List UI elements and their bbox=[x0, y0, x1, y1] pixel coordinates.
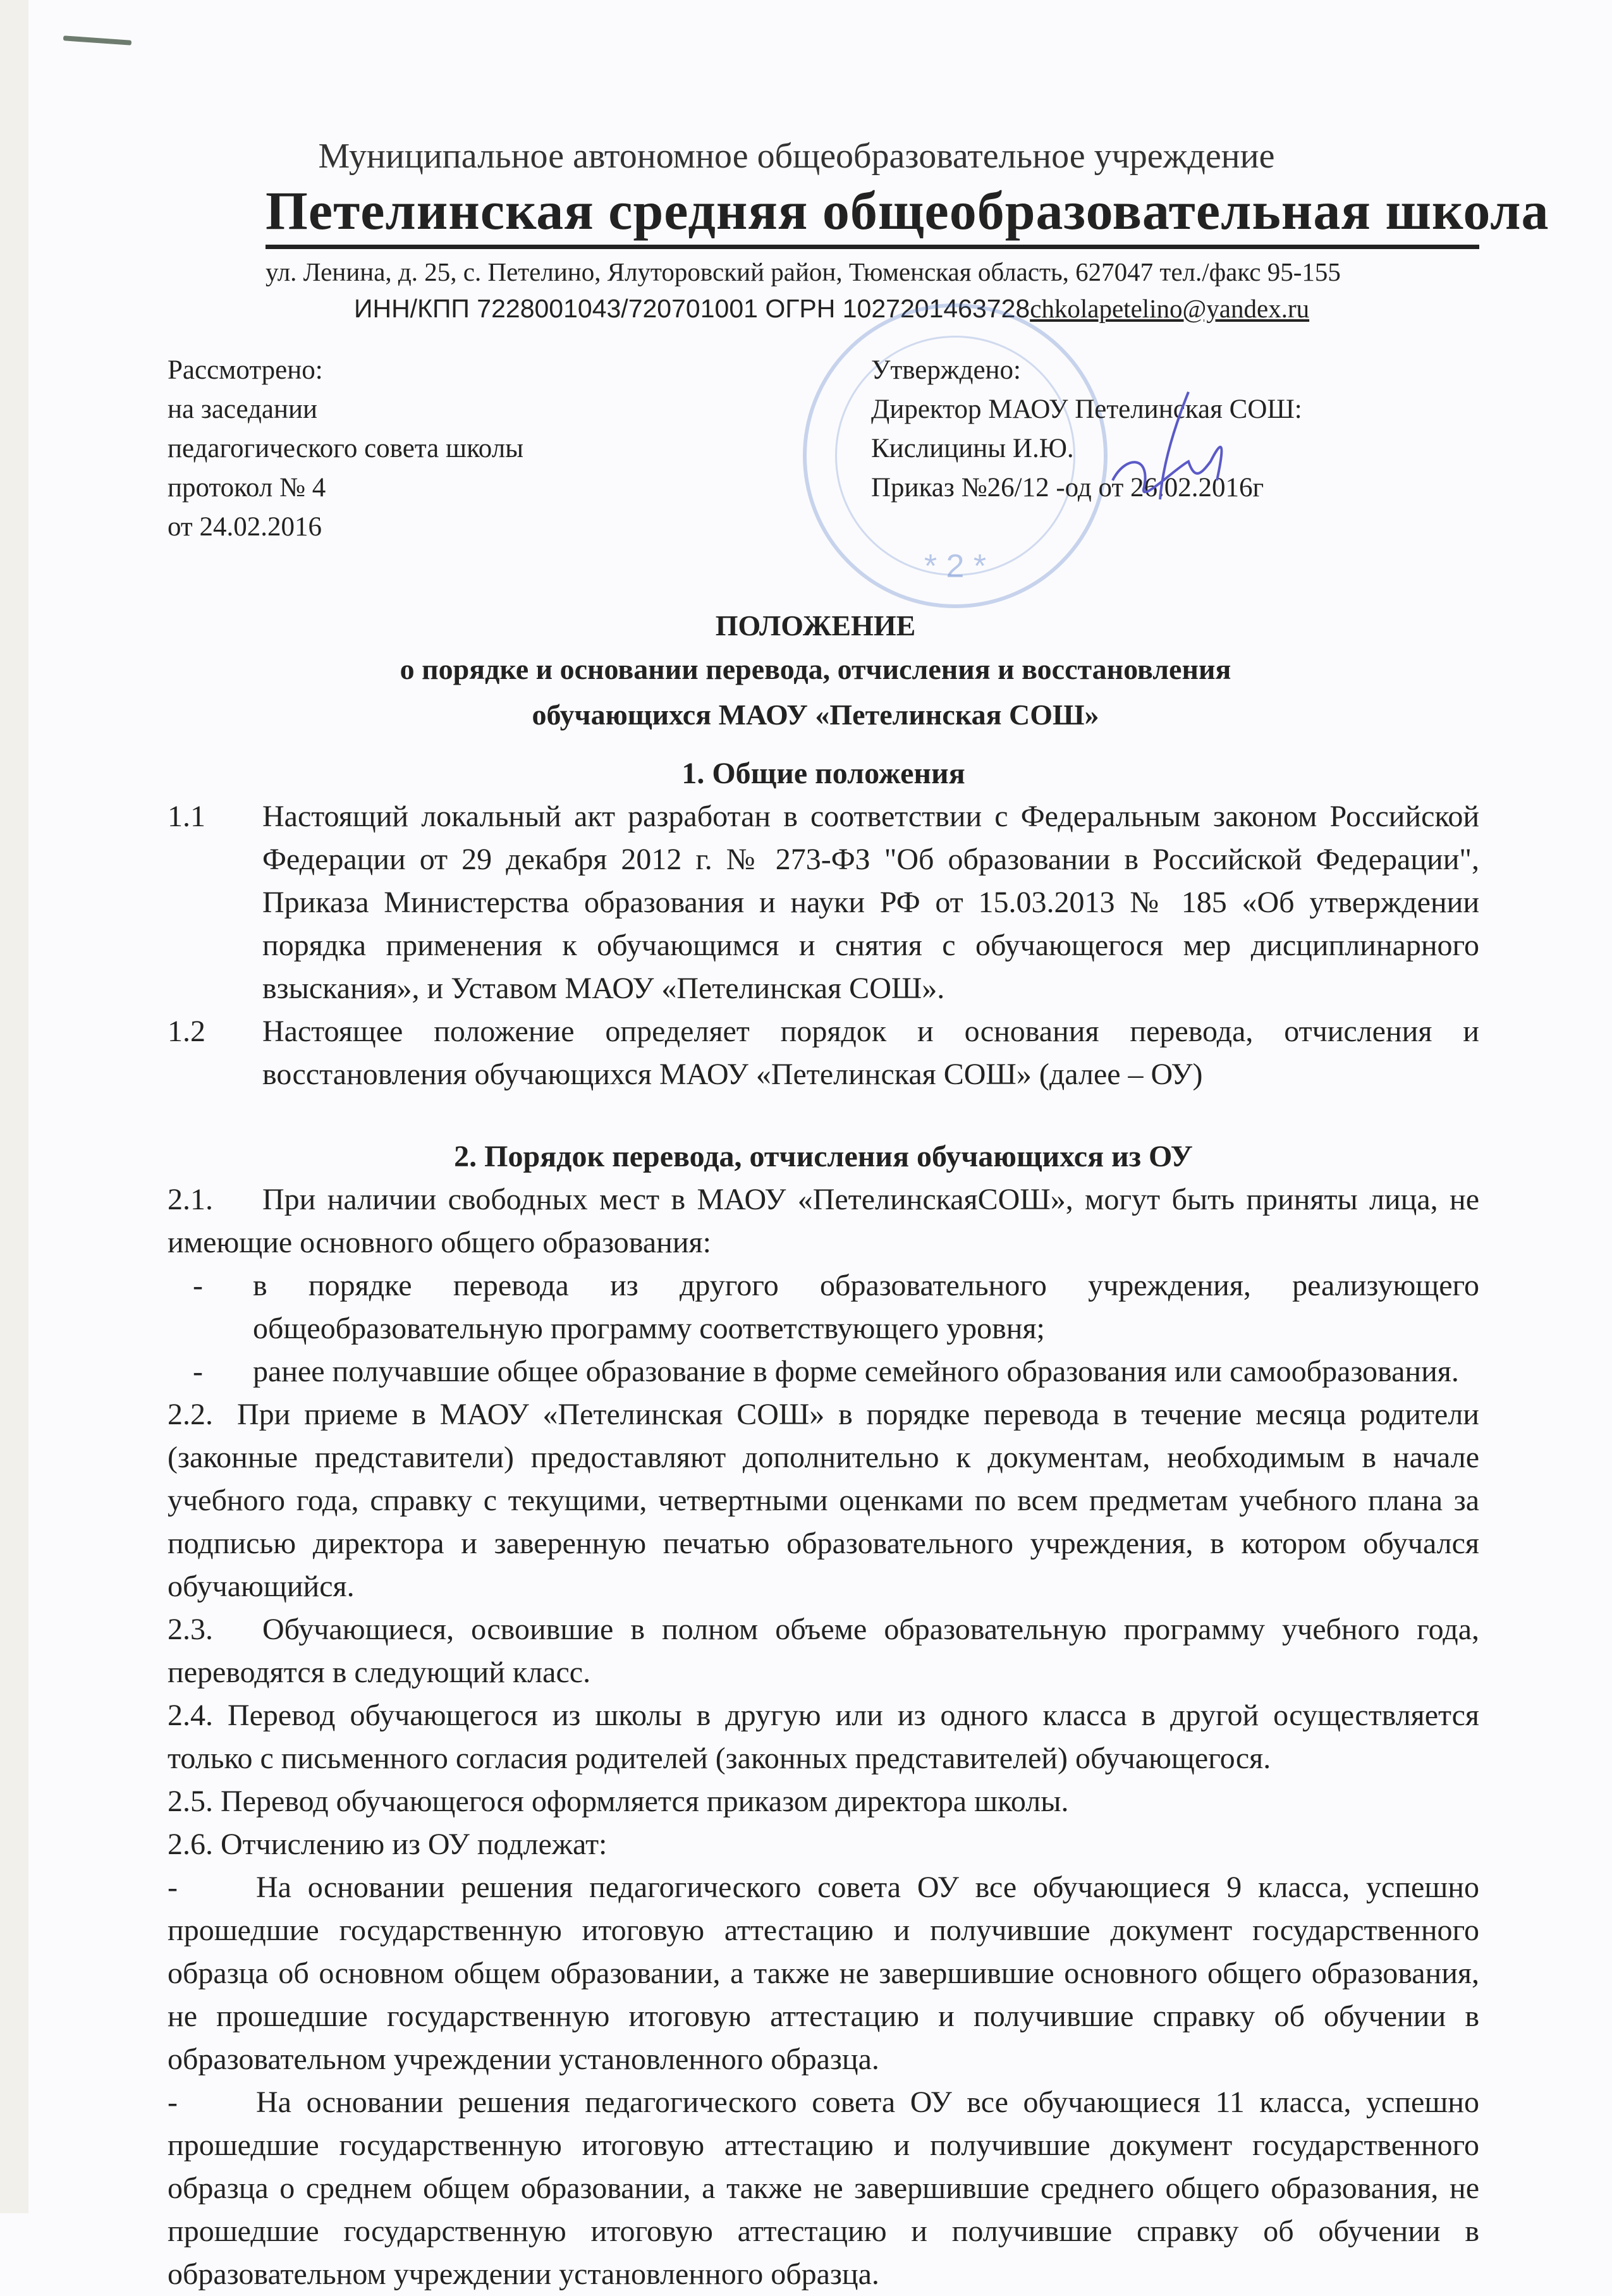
clause-number: 2.2. bbox=[168, 1398, 213, 1431]
signature-icon bbox=[1100, 386, 1245, 512]
title-subtitle-2: обучающихся МАОУ «Петелинская СОШ» bbox=[532, 699, 1099, 731]
title-subtitle-1: о порядке и основании перевода, отчисления и восстановления bbox=[400, 653, 1231, 685]
clause-2-3 bbox=[168, 1608, 1479, 1694]
list-item-text: ранее получавшие общее образование в форме семейного образования или самообразования. bbox=[253, 1355, 1459, 1388]
clause-text: При приеме в МАОУ «Петелинская СОШ» в порядке перевода в течение месяца родители (законные представители) предоставляют дополнительно к документам, необходимым в начале учебного года, справку с текущими, четвертными оценками по всем предметам учебного плана за подписью директора и заверенную печатью образовательного учреждения, в котором обучался обучающийся. bbox=[168, 1398, 1479, 1603]
list-item bbox=[168, 1866, 1479, 2081]
clause-number: 1.1 bbox=[168, 800, 205, 833]
considered-block bbox=[168, 351, 523, 547]
clause-number: 2.3. bbox=[168, 1613, 213, 1646]
org-type: Муниципальное автономное общеобразовательное учреждение bbox=[318, 137, 1275, 176]
considered-line: протокол № 4 bbox=[168, 473, 326, 503]
clause-number: 1.2 bbox=[168, 1015, 205, 1048]
considered-line: на заседании bbox=[168, 394, 318, 424]
clause-1-1 bbox=[168, 795, 1479, 1010]
dash-marker: - bbox=[193, 1355, 203, 1388]
document-body bbox=[168, 752, 1479, 2296]
approved-line: Директор МАОУ Петелинская СОШ: bbox=[871, 394, 1302, 424]
dash-marker: - bbox=[193, 1269, 203, 1302]
list-item-text: На основании решения педагогического совета ОУ все обучающиеся 9 класса, успешно прошедшие государственную итоговую аттестацию и получившие документ государственного образца об основном общем образовании, а также не завершившие основного общего образования, не прошедшие государственную итоговую аттестацию и получившие справку об обучении в образовательном учреждении установленного образца. bbox=[168, 1871, 1479, 2076]
list-item bbox=[168, 1264, 1479, 1350]
page-edge bbox=[0, 0, 28, 2213]
list-item bbox=[168, 1350, 1479, 1393]
considered-line: от 24.02.2016 bbox=[168, 512, 322, 542]
list-item-text: На основании решения педагогического совета ОУ все обучающиеся 11 класса, успешно прошедшие государственную итоговую аттестацию и получившие документ государственного образца о среднем общем образовании, а также не завершившие среднего общего образования, не прошедшие государственную итоговую аттестацию и получившие справку об обучении в образовательном учреждении установленного образца. bbox=[168, 2085, 1479, 2291]
considered-line: Рассмотрено: bbox=[168, 355, 323, 385]
title-main: ПОЛОЖЕНИЕ bbox=[715, 609, 916, 642]
considered-line: педагогического совета школы bbox=[168, 434, 524, 463]
approved-line: Утверждено: bbox=[871, 355, 1022, 385]
header-rule bbox=[266, 245, 1479, 249]
clause-2-1 bbox=[168, 1178, 1479, 1264]
document-title bbox=[152, 607, 1479, 736]
list-item bbox=[168, 2081, 1479, 2296]
section-2-heading: 2. Порядок перевода, отчисления обучающихся из ОУ bbox=[454, 1140, 1193, 1173]
school-name: Петелинская средняя общеобразовательная школа bbox=[266, 180, 1549, 241]
clause-number: 2.1. bbox=[168, 1183, 213, 1216]
section-1-heading: 1. Общие положения bbox=[681, 757, 965, 790]
letterhead bbox=[266, 136, 1549, 325]
clause-2-6: 2.6. Отчислению из ОУ подлежат: bbox=[168, 1828, 608, 1861]
approved-line: Кислицины И.Ю. bbox=[871, 434, 1074, 463]
clause-2-5: 2.5. Перевод обучающегося оформляется приказом директора школы. bbox=[168, 1785, 1069, 1818]
stamp-number: * 2 * bbox=[924, 548, 987, 585]
ids-text: ИНН/КПП 7228001043/720701001 ОГРН 1027201463728 bbox=[354, 294, 1030, 323]
clause-text: Настоящий локальный акт разработан в соответствии с Федеральным законом Российской Федерации от 29 декабря 2012 г. № 273-ФЗ "Об образовании в Российской Федерации", Приказа Министерства образования и науки РФ от 15.03.2013 № 185 «Об утверждении порядка применения к обучающимся и снятия с обучающегося мер дисциплинарного взыскания», и Уставом МАОУ «Петелинская СОШ». bbox=[262, 800, 1479, 1005]
dash-marker: - bbox=[168, 1871, 178, 1904]
clause-1-2 bbox=[168, 1010, 1479, 1096]
clause-text: При наличии свободных мест в МАОУ «ПетелинскаяСОШ», могут быть приняты лица, не имеющие основного общего образования: bbox=[168, 1183, 1479, 1259]
clause-text: Настоящее положение определяет порядок и основания перевода, отчисления и восстановления обучающихся МАОУ «Петелинская СОШ» (далее – ОУ) bbox=[262, 1015, 1479, 1091]
clause-2-4: 2.4. Перевод обучающегося из школы в другую или из одного класса в другой осуществляется только с письменного согласия родителей (законных представителей) обучающегося. bbox=[168, 1699, 1479, 1775]
staple-mark bbox=[63, 35, 131, 46]
clause-text: Обучающиеся, освоившие в полном объеме образовательную программу учебного года, переводятся в следующий класс. bbox=[168, 1613, 1479, 1689]
email-link[interactable]: chkolapetelino@yandex.ru bbox=[1030, 294, 1310, 323]
school-address: ул. Ленина, д. 25, с. Петелино, Ялуторовский район, Тюменская область, 627047 тел./факс 95-155 bbox=[266, 257, 1341, 286]
list-item-text: в порядке перевода из другого образовательного учреждения, реализующего общеобразовательную программу соответствующего уровня; bbox=[253, 1269, 1479, 1345]
dash-marker: - bbox=[168, 2085, 178, 2119]
approved-line: Приказ №26/12 -од от 26.02.2016г bbox=[871, 473, 1264, 503]
clause-2-2 bbox=[168, 1393, 1479, 1608]
